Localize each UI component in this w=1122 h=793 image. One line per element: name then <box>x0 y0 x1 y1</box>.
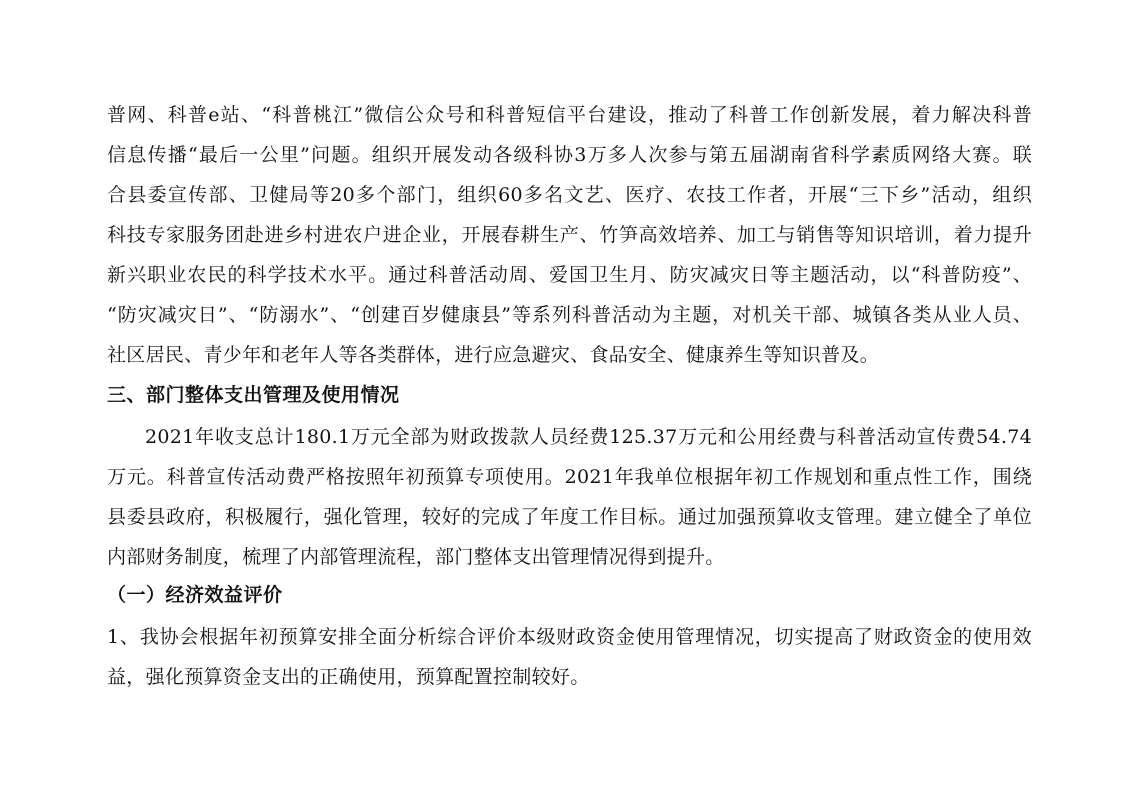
paragraph-line: “防灾减灾日”、“防溺水”、“创建百岁健康县”等系列科普活动为主题，对机关干部、城镇各类从业人员、 <box>107 304 1032 326</box>
paragraph-line: 1、我协会根据年初预算安排全面分析综合评价本级财政资金使用管理情况，切实提高了财政资金的使用效 <box>107 626 1032 648</box>
paragraph-line: 合县委宣传部、卫健局等20多个部门，组织60多名文艺、医疗、农技工作者，开展“三下乡”活动，组织 <box>107 184 1032 206</box>
paragraph-line: 信息传播“最后一公里”问题。组织开展发动各级科协3万多人次参与第五届湖南省科学素质网络大赛。联 <box>107 144 1032 166</box>
paragraph-line: 县委县政府，积极履行，强化管理，较好的完成了年度工作目标。通过加强预算收支管理。建立健全了单位 <box>107 506 1032 528</box>
paragraph-line: 益，强化预算资金支出的正确使用，预算配置控制较好。 <box>107 666 590 688</box>
paragraph-line: 普网、科普e站、“科普桃江”微信公众号和科普短信平台建设，推动了科普工作创新发展，着力解决科普 <box>107 104 1032 126</box>
paragraph-line: 万元。科普宣传活动费严格按照年初预算专项使用。2021年我单位根据年初工作规划和重点性工作，围绕 <box>107 466 1032 488</box>
paragraph-line: 科技专家服务团赴进乡村进农户进企业，开展春耕生产、竹笋高效培养、加工与销售等知识培训，着力提升 <box>107 224 1032 246</box>
paragraph-line: 新兴职业农民的科学技术水平。通过科普活动周、爱国卫生月、防灾减灾日等主题活动，以“科普防疫”、 <box>107 264 1032 286</box>
paragraph-line: 社区居民、青少年和老年人等各类群体，进行应急避灾、食品安全、健康养生等知识普及。 <box>107 344 880 366</box>
paragraph-line: 2021年收支总计180.1万元全部为财政拨款人员经费125.37万元和公用经费与科普活动宣传费54.74 <box>145 426 1032 448</box>
paragraph-line: 内部财务制度，梳理了内部管理流程，部门整体支出管理情况得到提升。 <box>107 546 725 568</box>
subsection-heading: （一）经济效益评价 <box>107 584 283 606</box>
section-heading: 三、部门整体支出管理及使用情况 <box>107 384 400 406</box>
